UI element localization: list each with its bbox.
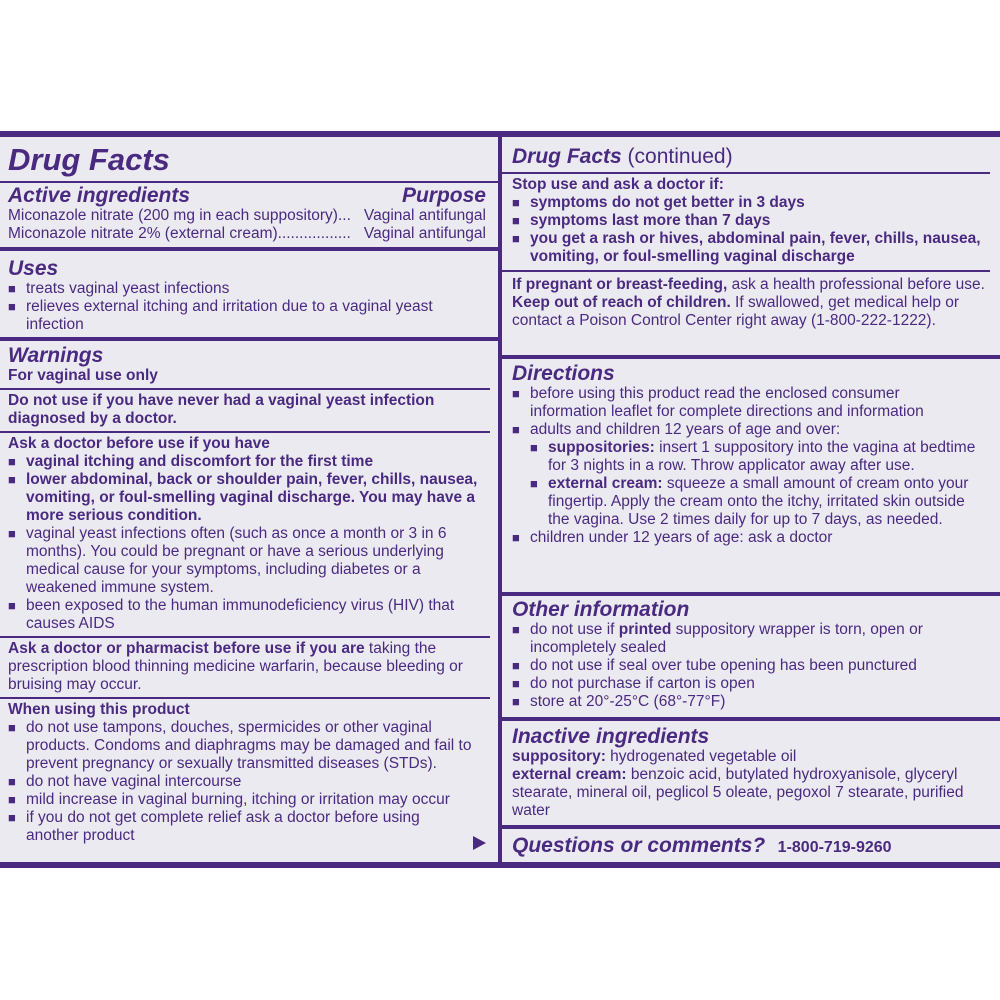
uses-section	[0, 258, 498, 334]
pregnant-warning: If pregnant or breast-feeding, ask a health professional before use.	[512, 276, 985, 293]
divider	[0, 247, 498, 251]
drug-facts-label	[0, 131, 1000, 868]
inactive-ingredients-heading: Inactive ingredients	[512, 725, 710, 748]
list-item: ■ before using this product read the enclosed consumer information leaflet for complete directions and information	[512, 385, 924, 420]
square-bullet-icon: ■	[8, 526, 16, 541]
square-bullet-icon: ■	[512, 231, 520, 246]
list-item: ■ children under 12 years of age: ask a doctor	[512, 529, 833, 546]
right-column	[502, 137, 1000, 862]
square-bullet-icon: ■	[8, 792, 16, 807]
continued-section	[502, 145, 1000, 330]
keep-out-of-reach: Keep out of reach of children. If swallowed, get medical help or contact a Poison Control Center right away (1-800-222-1222).	[512, 294, 960, 329]
list-item: ■ vaginal yeast infections often (such as once a month or 3 in 6 months). You could be pregnant or have a serious underlying medical cause for your symptoms, including diabetes or a weakened immune system.	[8, 525, 447, 596]
other-information-heading: Other information	[512, 598, 690, 621]
list-item: ■ if you do not get complete relief ask a doctor before using another product	[8, 809, 420, 844]
inactive-cream: external cream: benzoic acid, butylated hydroxyanisole, glyceryl stearate, mineral oil, peglicol 5 oleate, pegoxol 7 stearate, purified water	[512, 766, 964, 819]
divider	[502, 592, 1000, 596]
divider	[0, 337, 498, 341]
list-item: ■ relieves external itching and irritation due to a vaginal yeast infection	[8, 298, 433, 333]
divider	[502, 717, 1000, 721]
ask-pharmacist: Ask a doctor or pharmacist before use if you are taking the prescription blood thinning medicine warfarin, because bleeding or bruising may occur.	[8, 640, 463, 693]
list-item: ■ do not have vaginal intercourse	[8, 773, 242, 790]
list-item: ■ lower abdominal, back or shoulder pain, fever, chills, nausea, vomiting, or foul-smelling vaginal discharge. You may have a more serious condition.	[8, 471, 478, 524]
square-bullet-icon: ■	[512, 694, 520, 709]
warnings-section	[0, 345, 498, 845]
continued-title: Drug Facts (continued)	[512, 145, 733, 168]
divider	[502, 355, 1000, 359]
list-item: ■ external cream: squeeze a small amount of cream onto your fingertip. Apply the cream onto the itchy, irritated skin outside the vagina. Use 2 times daily for up to 7 days, as needed.	[530, 475, 969, 528]
inactive-suppository: suppository: hydrogenated vegetable oil	[512, 748, 797, 765]
list-item: ■ do not purchase if carton is open	[512, 675, 755, 692]
square-bullet-icon: ■	[512, 658, 520, 673]
list-item: ■ treats vaginal yeast infections	[8, 280, 230, 297]
vaginal-use-only: For vaginal use only	[8, 367, 158, 384]
other-information-section	[502, 599, 1000, 711]
square-bullet-icon: ■	[8, 281, 16, 296]
square-bullet-icon: ■	[512, 213, 520, 228]
list-item: ■ suppositories: insert 1 suppository into the vagina at bedtime for 3 nights in a row. Throw applicator away after use.	[530, 439, 976, 474]
left-column	[0, 137, 502, 862]
square-bullet-icon: ■	[8, 598, 16, 613]
drug-facts-title: Drug Facts	[8, 142, 170, 177]
uses-heading: Uses	[8, 257, 59, 280]
directions-heading: Directions	[512, 362, 615, 385]
list-item: ■ do not use if seal over tube opening has been punctured	[512, 657, 917, 674]
list-item: ■ vaginal itching and discomfort for the first time	[8, 453, 374, 470]
list-item: ■ you get a rash or hives, abdominal pain, fever, chills, nausea, vomiting, or foul-smelling vaginal discharge	[512, 230, 981, 265]
square-bullet-icon: ■	[8, 299, 16, 314]
inactive-ingredients-section	[502, 726, 1000, 820]
stop-use-heading: Stop use and ask a doctor if:	[512, 176, 724, 193]
triangle-arrow-icon	[473, 836, 486, 850]
questions-section	[502, 835, 1000, 857]
square-bullet-icon: ■	[530, 476, 538, 491]
active-ingredients-section	[0, 143, 498, 243]
purpose-heading: Purpose	[401, 184, 486, 207]
list-item: ■ do not use tampons, douches, spermicides or other vaginal products. Condoms and diaphragms may be damaged and fail to prevent pregnancy or sexually transmitted diseases (STDs).	[8, 719, 472, 772]
square-bullet-icon: ■	[512, 676, 520, 691]
when-using-heading: When using this product	[8, 701, 190, 718]
divider	[502, 825, 1000, 829]
list-item: ■ been exposed to the human immunodeficiency virus (HIV) that causes AIDS	[8, 597, 455, 632]
list-item: ■ adults and children 12 years of age and over:	[512, 421, 841, 438]
square-bullet-icon: ■	[8, 454, 16, 469]
square-bullet-icon: ■	[8, 774, 16, 789]
square-bullet-icon: ■	[8, 472, 16, 487]
list-item: ■ do not use if printed suppository wrapper is torn, open or incompletely sealed	[512, 621, 923, 656]
active-ingredients-heading: Active ingredients	[8, 184, 191, 207]
questions-phone: 1-800-719-9260	[777, 839, 892, 856]
questions-heading: Questions or comments?	[512, 834, 766, 857]
square-bullet-icon: ■	[8, 720, 16, 735]
list-item: ■ symptoms last more than 7 days	[512, 212, 771, 229]
square-bullet-icon: ■	[512, 195, 520, 210]
square-bullet-icon: ■	[8, 810, 16, 825]
list-item: ■ store at 20°-25°C (68°-77°F)	[512, 693, 726, 710]
directions-section	[502, 363, 1000, 547]
square-bullet-icon: ■	[512, 422, 520, 437]
active-row: Miconazole nitrate 2% (external cream)................. Vaginal antifungal	[8, 225, 486, 242]
ask-doctor-heading: Ask a doctor before use if you have	[8, 435, 270, 452]
warnings-heading: Warnings	[8, 344, 104, 367]
list-item: ■ symptoms do not get better in 3 days	[512, 194, 805, 211]
square-bullet-icon: ■	[512, 386, 520, 401]
active-row: Miconazole nitrate (200 mg in each suppository)... Vaginal antifungal	[8, 207, 486, 224]
do-not-use: Do not use if you have never had a vaginal yeast infection diagnosed by a doctor.	[8, 392, 435, 427]
list-item: ■ mild increase in vaginal burning, itching or irritation may occur	[8, 791, 450, 808]
square-bullet-icon: ■	[512, 622, 520, 637]
square-bullet-icon: ■	[512, 530, 520, 545]
square-bullet-icon: ■	[530, 440, 538, 455]
